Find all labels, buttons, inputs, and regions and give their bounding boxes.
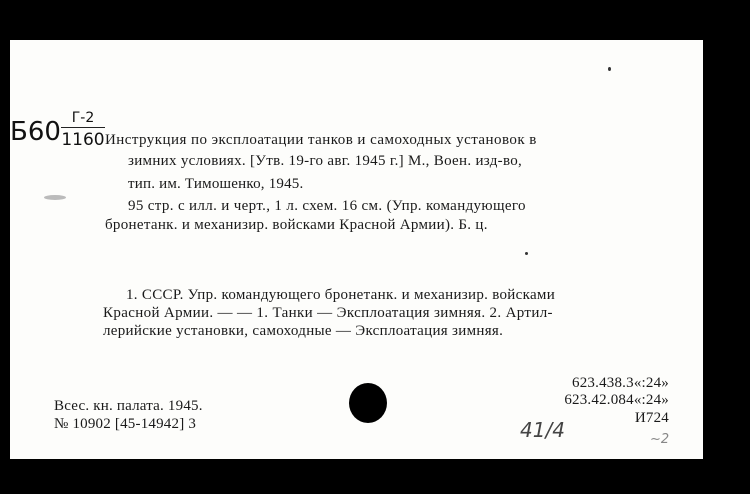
catalog-card (10, 40, 703, 459)
ink-speck (525, 252, 528, 255)
handwritten-note: 41/4 (520, 418, 565, 442)
fraction-bottom: 1160 (61, 130, 105, 150)
handwritten-mark: ~2 (650, 432, 670, 447)
udc-code-2: 623.42.084«:24» (564, 392, 669, 408)
description-line-2: зимних условиях. [Утв. 19-го авг. 1945 г.] М., Воен. изд-во, (128, 153, 523, 169)
index-code: И724 (634, 410, 669, 426)
description-line-4: 95 стр. с илл. и черт., 1 л. схем. 16 см. (Упр. командующего (128, 198, 526, 214)
subjects-line-1: 1. СССР. Упр. командующего бронетанк. и механизир. войсками (126, 287, 556, 303)
punch-hole (349, 383, 387, 423)
registration-number: № 10902 [45-14942] 3 (54, 416, 197, 432)
fraction-top: Г-2 (61, 110, 105, 128)
ink-speck (608, 67, 611, 71)
shelf-mark: Б60 (10, 117, 61, 147)
description-line-5: бронетанк. и механизир. войсками Красной Армии). Б. ц. (105, 217, 488, 233)
shelf-mark-fraction (61, 110, 105, 150)
book-chamber: Всес. кн. палата. 1945. (54, 398, 203, 414)
subjects-line-3: лерийские установки, самоходные — Эксплоатация зимняя. (103, 323, 504, 339)
description-line-3: тип. им. Тимошенко, 1945. (128, 176, 304, 192)
subjects-line-2: Красной Армии. — — 1. Танки — Эксплоатация зимняя. 2. Артил- (103, 305, 553, 321)
ink-speck (44, 195, 66, 200)
udc-code-1: 623.438.3«:24» (572, 375, 669, 391)
description-line-1: Инструкция по эксплоатации танков и самоходных установок в (105, 132, 537, 148)
